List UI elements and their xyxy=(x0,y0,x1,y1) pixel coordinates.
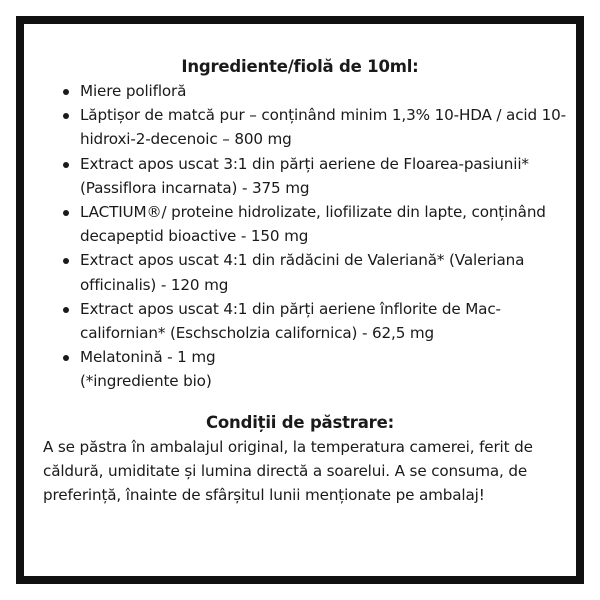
ingredient-item xyxy=(60,248,570,296)
document-frame xyxy=(16,16,584,584)
ingredient-text: Miere polifloră xyxy=(80,82,187,100)
ingredient-text: LACTIUM®/ proteine hidrolizate, liofilizate din lapte, conținând decapeptid bioactive - 150 mg xyxy=(80,203,546,246)
ingredient-item xyxy=(60,103,570,151)
ingredient-item xyxy=(60,200,570,248)
storage-text: A se păstra în ambalajul original, la temperatura camerei, ferit de căldură, umiditate și lumina directă a soarelui. A se consuma, de preferință, înainte de sfârșitul lunii menționate pe ambalaj! xyxy=(43,438,533,505)
ingredient-text: Lăptișor de matcă pur – conținând minim 1,3% 10-HDA / acid 10-hidroxi-2-decenoic – 800 mg xyxy=(80,106,566,149)
ingredient-text: Extract apos uscat 4:1 din rădăcini de Valeriană* (Valeriana officinalis) - 120 mg xyxy=(80,251,525,294)
ingredient-text: Extract apos uscat 3:1 din părți aeriene de Floarea-pasiunii* (Passiflora incarnata) - 375 mg xyxy=(80,154,529,197)
ingredients-list xyxy=(60,79,570,394)
ingredient-item xyxy=(60,297,570,345)
ingredient-item xyxy=(60,345,570,369)
ingredient-item xyxy=(60,152,570,200)
bullet-icon xyxy=(63,307,69,313)
storage-title: Condiții de păstrare: xyxy=(206,413,394,432)
bullet-icon xyxy=(63,355,69,361)
ingredient-text: Melatonină - 1 mg xyxy=(80,348,216,367)
bullet-icon xyxy=(63,162,69,168)
bullet-icon xyxy=(63,258,69,264)
bullet-icon xyxy=(63,113,69,119)
bullet-icon xyxy=(63,210,69,216)
bullet-icon xyxy=(63,89,69,95)
ingredients-title: Ingrediente/fiolă de 10ml: xyxy=(181,57,419,76)
ingredient-text: Extract apos uscat 4:1 din părți aeriene înflorite de Mac-californian* (Eschscholzia californica) - 62,5 mg xyxy=(80,299,501,343)
ingredient-item xyxy=(60,79,570,103)
bio-note: (*ingrediente bio) xyxy=(80,372,212,391)
